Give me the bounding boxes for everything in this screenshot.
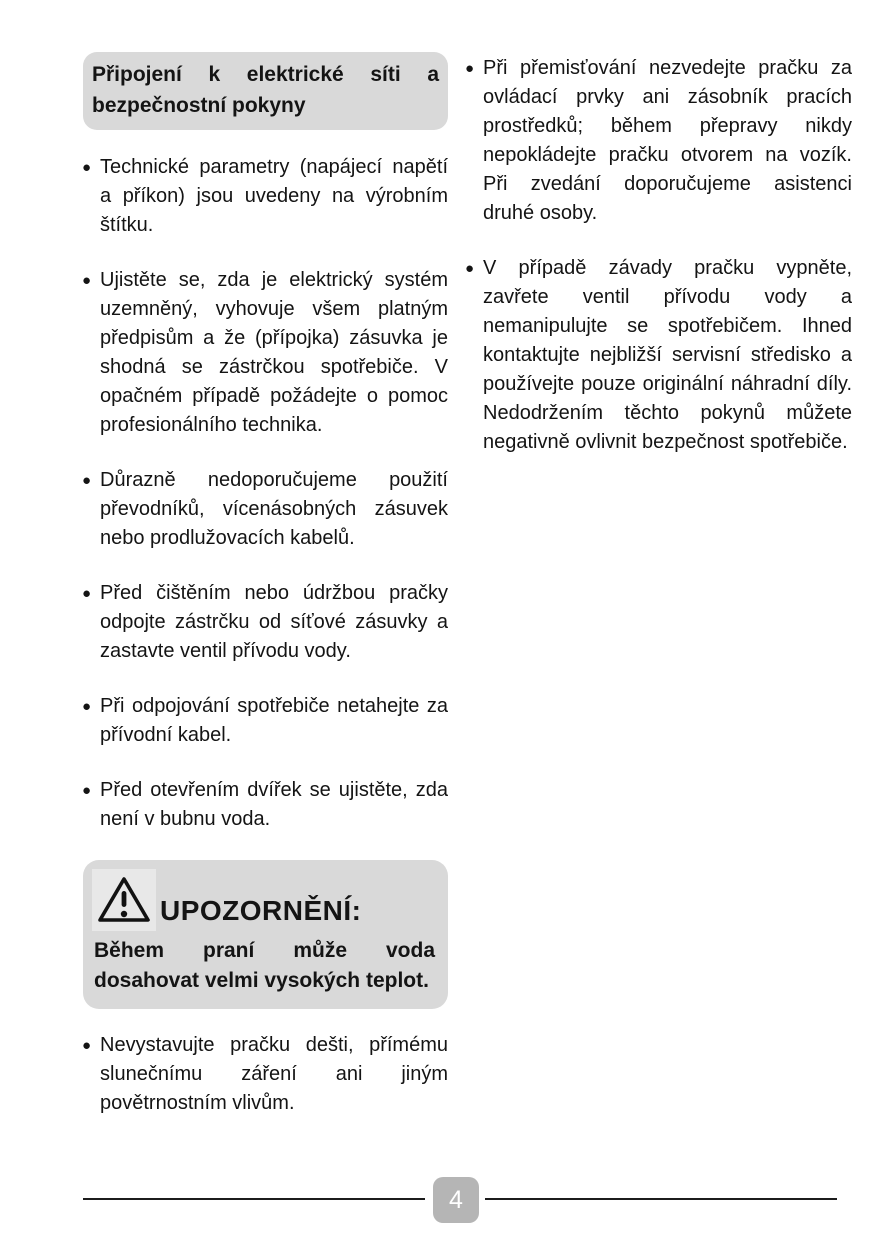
list-item-text: Při odpojování spotřebiče netahejte za přívodní kabel. bbox=[100, 695, 448, 746]
section-title: Připojení k elektrické síti a bezpečnostní pokyny bbox=[92, 63, 439, 117]
list-item-text: Ujistěte se, zda je elektrický systém uzemněný, vyhovuje všem platným předpisům a že (přípojka) zásuvka je shodná se zástrčkou spotřebiče. V opačném případě požádejte o pomoc profesionálního technika. bbox=[100, 269, 448, 436]
bullet-dot-icon: ● bbox=[82, 1037, 92, 1054]
bullet-dot-icon: ● bbox=[82, 698, 92, 715]
bullet-dot-icon: ● bbox=[465, 260, 475, 277]
list-item-text: Technické parametry (napájecí napětí a příkon) jsou uvedeny na výrobním štítku. bbox=[100, 156, 448, 236]
bullet-dot-icon: ● bbox=[82, 159, 92, 176]
bullet-dot-icon: ● bbox=[82, 782, 92, 799]
list-item bbox=[83, 776, 448, 834]
warning-triangle-icon bbox=[92, 869, 156, 931]
list-item-text: Důrazně nedoporučujeme použití převodníků, vícenásobných zásuvek nebo prodlužovacích kabelů. bbox=[100, 469, 448, 549]
page-number-badge bbox=[433, 1177, 479, 1223]
footer-rule-left bbox=[83, 1198, 425, 1200]
list-item bbox=[83, 579, 448, 666]
bullet-dot-icon: ● bbox=[465, 60, 475, 77]
footer-rule-right bbox=[485, 1198, 837, 1200]
bullet-dot-icon: ● bbox=[82, 472, 92, 489]
warning-title: UPOZORNĚNÍ: bbox=[160, 895, 362, 926]
page-footer bbox=[0, 1176, 874, 1226]
list-item bbox=[83, 153, 448, 240]
warning-header bbox=[92, 869, 437, 931]
bullet-dot-icon: ● bbox=[82, 585, 92, 602]
section-header bbox=[83, 52, 448, 130]
list-item-text: V případě závady pračku vypněte, zavřete ventil přívodu vody a nemanipulujte se spotřebičem. Ihned kontaktujte nejbližší servisní středisko a používejte pouze originální náhradní díly. Nedodržením těchto pokynů můžete negativně ovlivnit bezpečnost spotřebiče. bbox=[483, 257, 852, 453]
list-item bbox=[83, 266, 448, 440]
list-item-text: Nevystavujte pračku dešti, přímému slunečnímu záření ani jiným povětrnostním vlivům. bbox=[100, 1034, 448, 1114]
list-item bbox=[83, 1031, 448, 1118]
list-item-text: Při přemisťování nezvedejte pračku za ovládací prvky ani zásobník pracích prostředků; během přepravy nikdy nepokládejte pračku otvorem na vozík. Při zvedání doporučujeme asistenci druhé osoby. bbox=[483, 57, 852, 224]
list-item bbox=[466, 254, 852, 457]
list-item bbox=[466, 54, 852, 228]
list-item-text: Před otevřením dvířek se ujistěte, zda není v bubnu voda. bbox=[100, 779, 448, 830]
warning-box bbox=[83, 860, 448, 1009]
list-item bbox=[83, 466, 448, 553]
left-column bbox=[83, 52, 448, 1144]
bullet-dot-icon: ● bbox=[82, 272, 92, 289]
warning-text: Během praní může voda dosahovat velmi vysokých teplot. bbox=[94, 939, 435, 992]
page-number: 4 bbox=[449, 1185, 463, 1214]
list-item-text: Před čištěním nebo údržbou pračky odpojte zástrčku od síťové zásuvky a zastavte ventil přívodu vody. bbox=[100, 582, 448, 662]
list-item bbox=[83, 692, 448, 750]
right-column bbox=[466, 52, 852, 1144]
